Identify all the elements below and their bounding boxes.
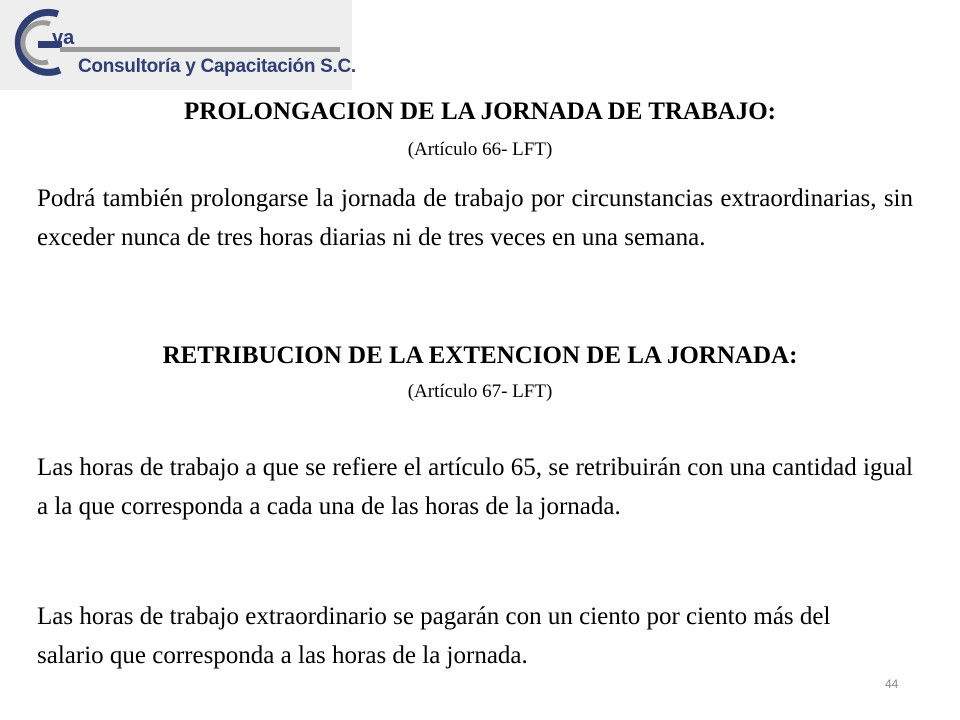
logo-company-name: Consultoría y Capacitación S.C. xyxy=(78,56,356,77)
page-number: 44 xyxy=(885,677,899,691)
section2-body2: Las horas de trabajo extraordinario se pagarán con un ciento por ciento más del salario que corresponda a las horas de la jornada. xyxy=(37,603,831,669)
section2-title: RETRIBUCION DE LA EXTENCION DE LA JORNADA: xyxy=(162,342,798,369)
section1-body: Podrá también prolongarse la jornada de trabajo por circunstancias extraordinarias, sin exceder nunca de tres horas diarias ni de tres veces en una semana. xyxy=(37,185,913,251)
company-logo xyxy=(0,0,356,90)
section2-body: Las horas de trabajo a que se refiere el artículo 65, se retribuirán con una cantidad igual a la que corresponda a cada una de las horas de la jornada. xyxy=(37,454,913,520)
section1-title: PROLONGACION DE LA JORNADA DE TRABAJO: xyxy=(184,98,776,125)
logo-mark-text: va xyxy=(52,27,75,49)
section2-reference: (Artículo 67- LFT) xyxy=(407,381,553,402)
section1-reference: (Artículo 66- LFT) xyxy=(407,139,553,160)
